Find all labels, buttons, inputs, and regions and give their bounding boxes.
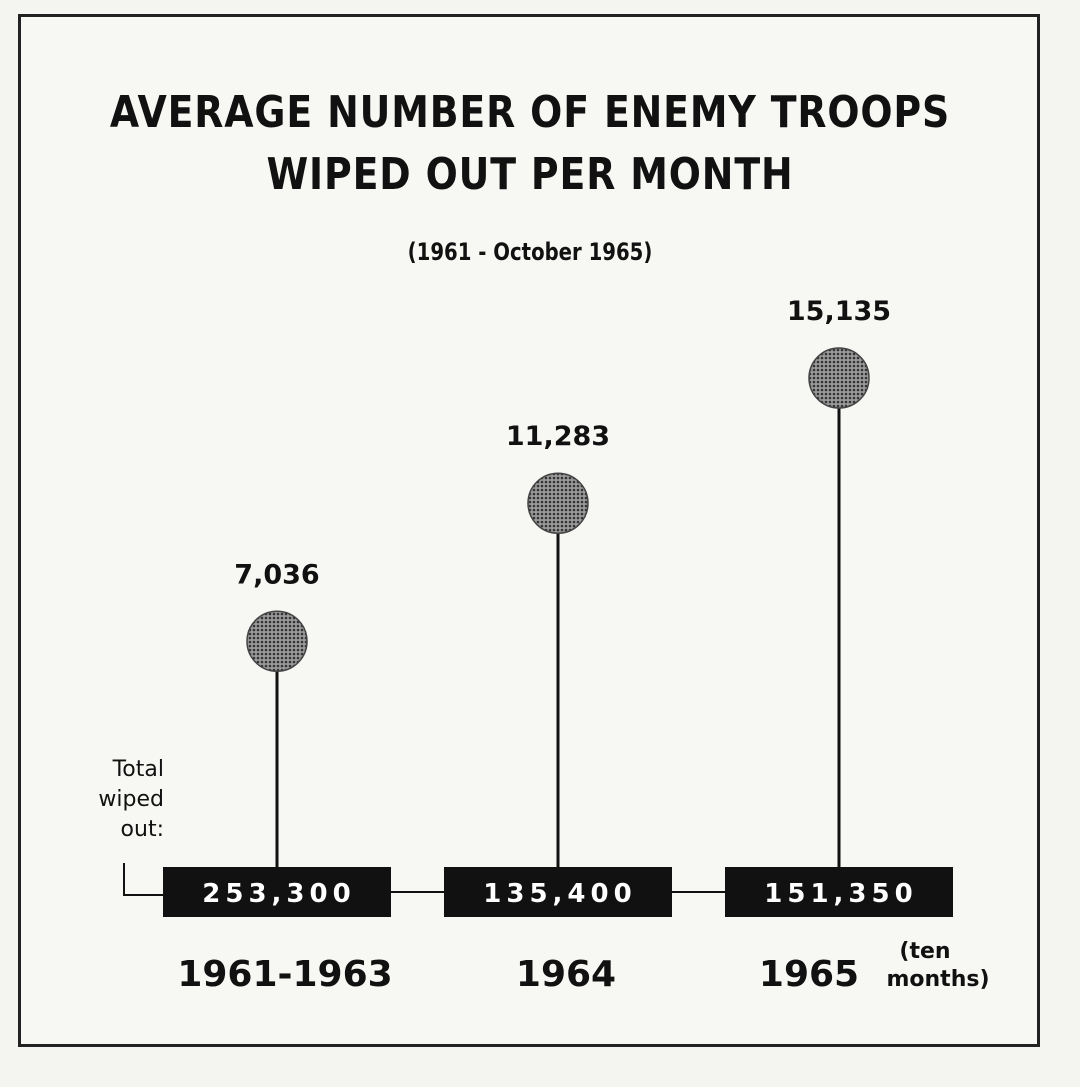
chart-subtitle: (1961 - October 1965) <box>407 238 653 266</box>
category-note-line-2: months) <box>886 967 990 992</box>
value-label: 15,135 <box>786 296 892 327</box>
total-box-label: 135,400 <box>483 879 637 909</box>
lollipop-dot <box>809 348 869 408</box>
totals-label-line-1: Total <box>112 757 164 782</box>
totals-label-line-2: wiped <box>98 787 164 812</box>
totals-label-line-3: out: <box>120 817 164 842</box>
total-box-label: 253,300 <box>202 879 356 909</box>
value-label: 7,036 <box>234 559 320 591</box>
category-label: 1965 <box>758 954 860 995</box>
chart-title-line-1: AVERAGE NUMBER OF ENEMY TROOPS <box>109 87 951 138</box>
lollipop-dot <box>247 611 307 671</box>
category-note-line-1: (ten <box>899 939 951 964</box>
chart-title-line-2: WIPED OUT PER MONTH <box>266 149 794 200</box>
category-label: 1961-1963 <box>177 954 393 995</box>
category-label: 1964 <box>515 954 617 995</box>
lollipop-dot <box>528 473 588 533</box>
value-label: 11,283 <box>505 421 611 453</box>
total-box-label: 151,350 <box>764 879 918 909</box>
